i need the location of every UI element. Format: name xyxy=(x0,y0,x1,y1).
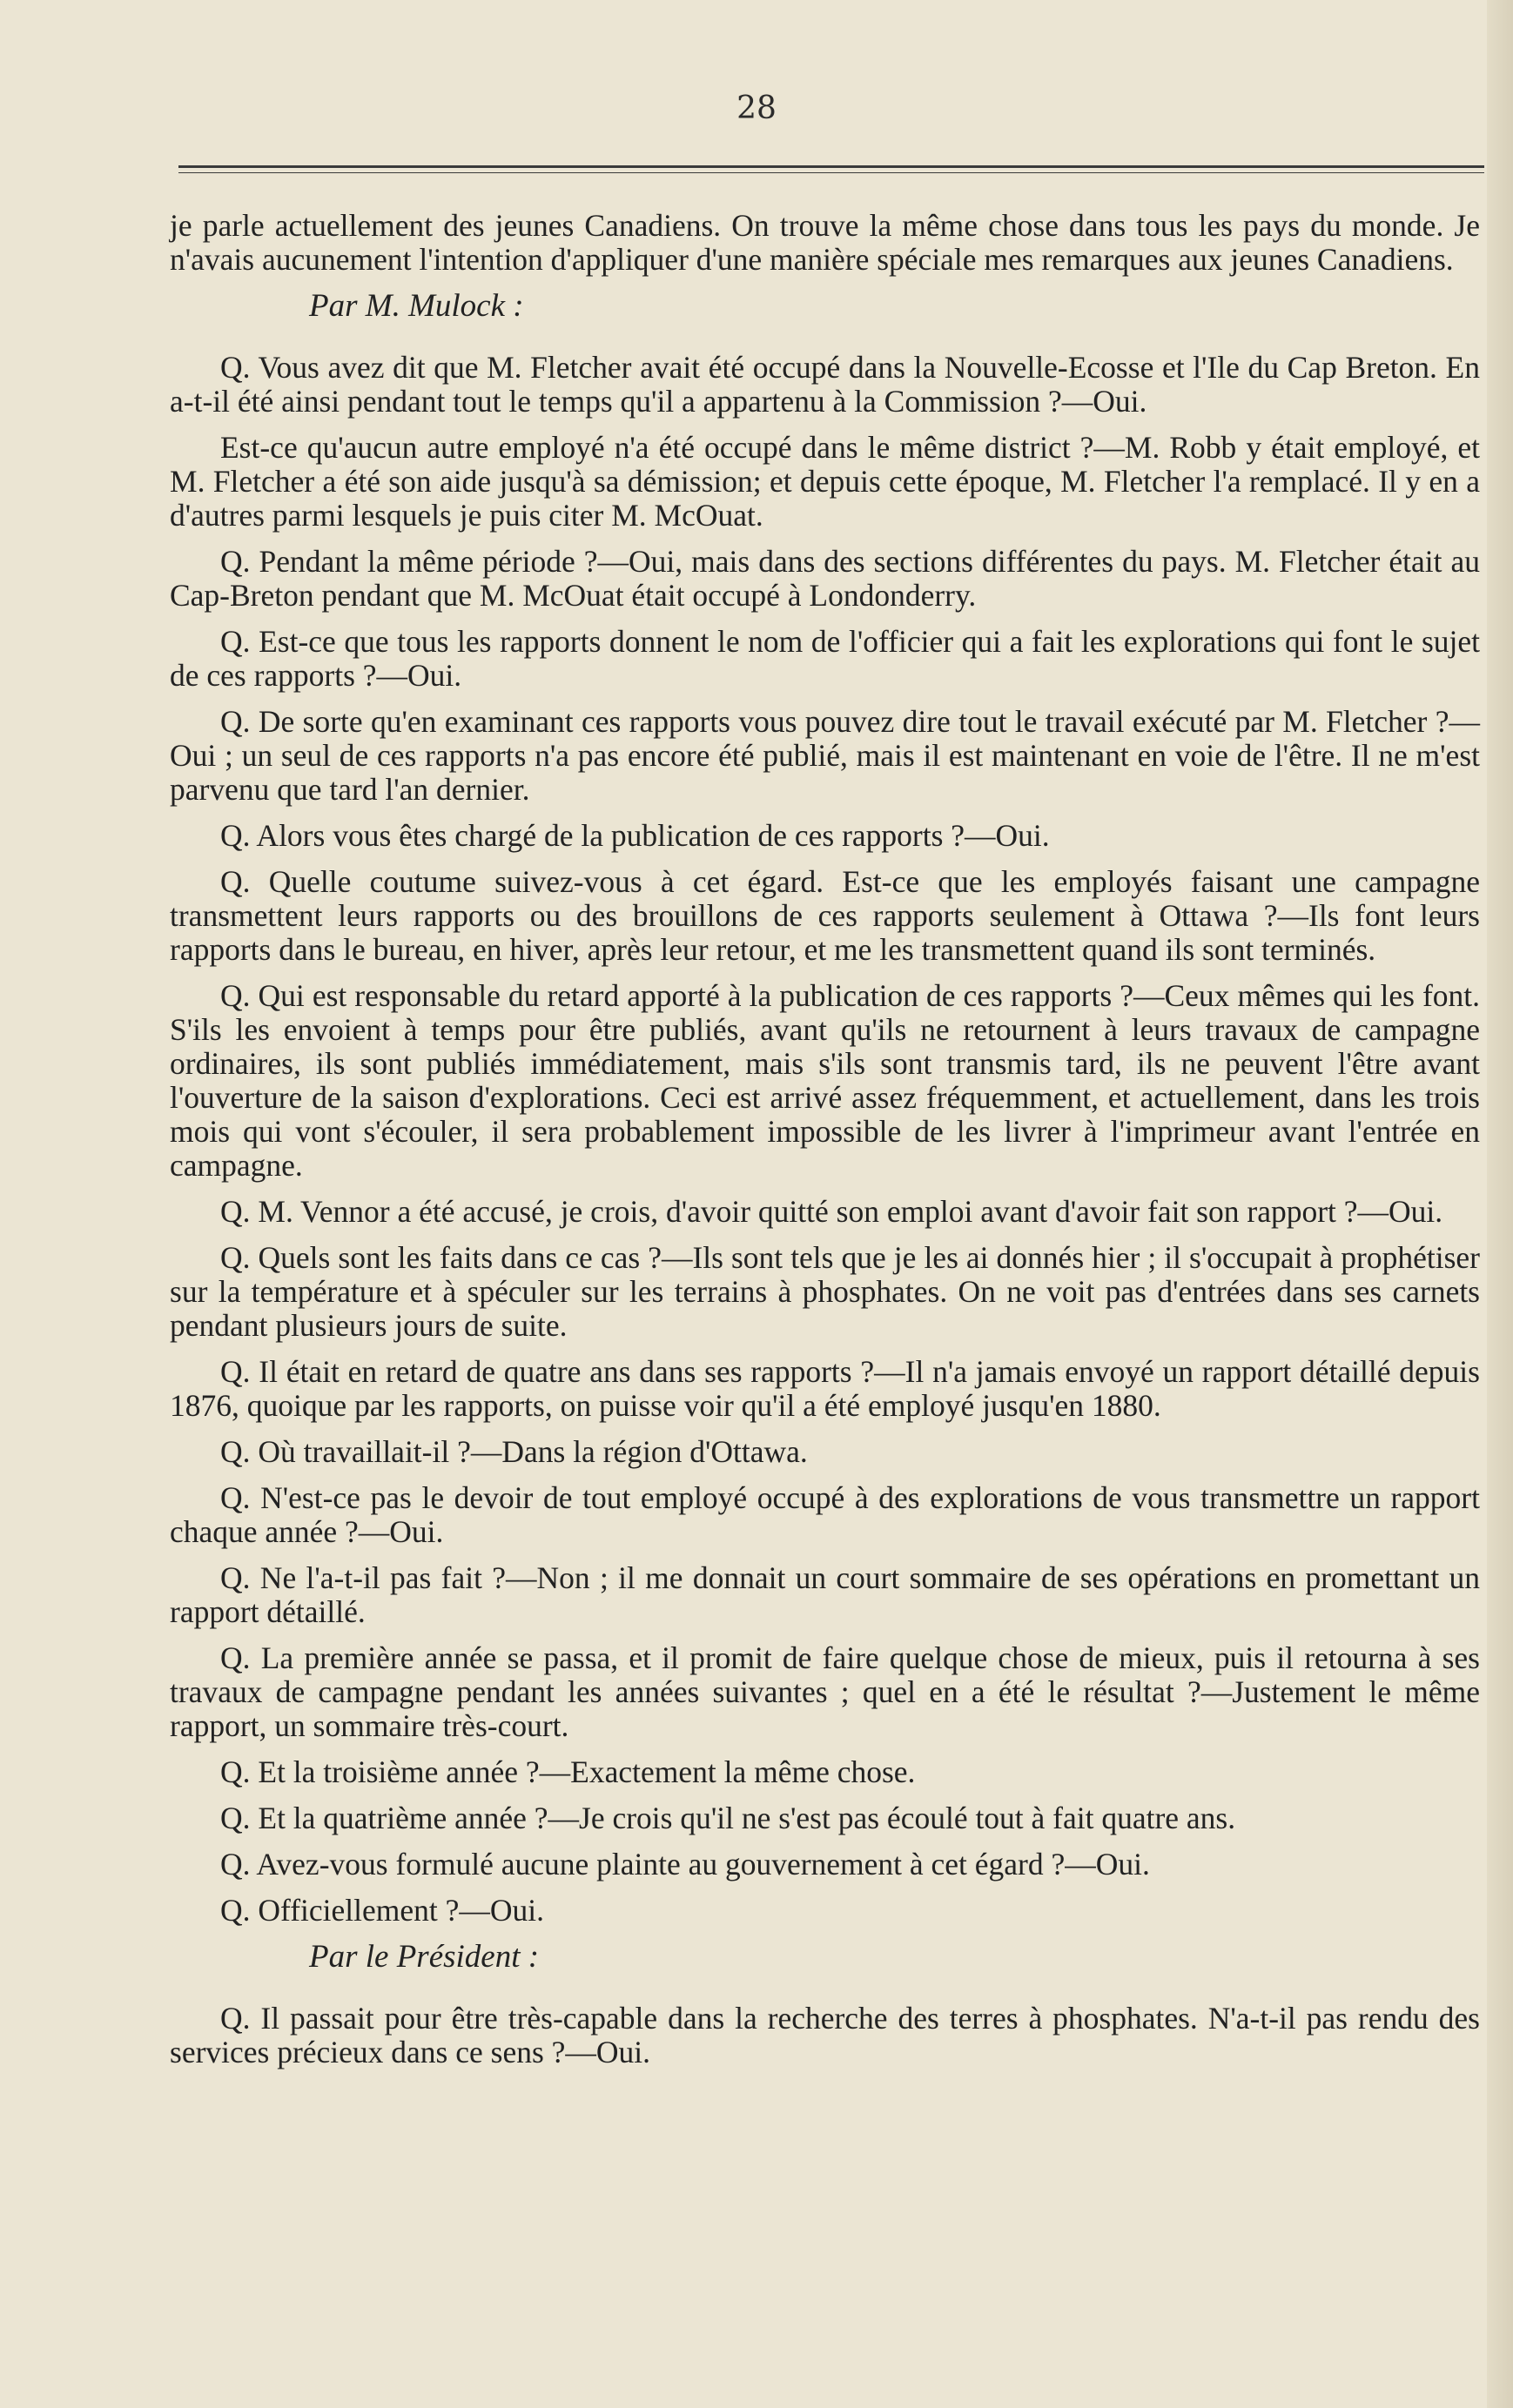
paragraph: Q. La première année se passa, et il promit de faire quelque chose de mieux, puis il retourna à ses travaux de campagne pendant les années suivantes ; quel en a été le résultat ?—Justement le même rapport, un sommaire très-court. xyxy=(170,1640,1480,1743)
paragraph: Q. Officiellement ?—Oui. xyxy=(220,1893,544,1928)
paragraph: Q. Et la troisième année ?—Exactement la même chose. xyxy=(220,1754,916,1789)
paragraph: Q. N'est-ce pas le devoir de tout employé occupé à des explorations de vous transmettre un rapport chaque année ?—Oui. xyxy=(170,1480,1480,1549)
page-number: 28 xyxy=(736,91,777,126)
paragraph: Q. Est-ce que tous les rapports donnent le nom de l'officier qui a fait les explorations qui font le sujet de ces rapports ?—Oui. xyxy=(170,624,1480,693)
paragraph: Q. Vous avez dit que M. Fletcher avait été occupé dans la Nouvelle-Ecosse et l'Ile du Cap Breton. En a-t-il été ainsi pendant tout le temps qu'il a appartenu à la Commission ?—Oui. xyxy=(170,350,1480,419)
speaker-heading-president: Par le Président : xyxy=(309,1939,540,1975)
paragraph: Q. Qui est responsable du retard apporté à la publication de ces rapports ?—Ceux mêmes qui les font. S'ils les envoient à temps pour être publiés, avant qu'ils ne retournent à leurs travaux de campagne ordinaires, ils sont publiés immédiatement, mais s'ils sont transmis tard, ils ne peuvent l'être avant l'ouverture de la saison d'explorations. Ceci est arrivé assez fréquemment, et actuellement, dans les trois mois qui vont s'écouler, il sera probablement impossible de les livrer à l'imprimeur avant l'entrée en campagne. xyxy=(170,978,1480,1183)
header-rule-thin xyxy=(178,172,1484,173)
header-rule xyxy=(178,165,1484,168)
speaker-heading-mulock: Par M. Mulock : xyxy=(309,288,524,324)
paragraph: Q. Où travaillait-il ?—Dans la région d'Ottawa. xyxy=(220,1434,808,1469)
paragraph: Q. Quels sont les faits dans ce cas ?—Ils sont tels que je les ai donnés hier ; il s'occupait à prophétiser sur la température et à spéculer sur les terrains à phosphates. On ne voit pas d'entrées dans ses carnets pendant plusieurs jours de suite. xyxy=(170,1240,1480,1343)
page-edge-shadow xyxy=(1487,0,1513,2408)
paragraph: Q. Avez-vous formulé aucune plainte au gouvernement à cet égard ?—Oui. xyxy=(220,1847,1150,1881)
paragraph: Q. Il passait pour être très-capable dans la recherche des terres à phosphates. N'a-t-il pas rendu des services précieux dans ce sens ?—Oui. xyxy=(170,2001,1480,2069)
paragraph: Q. Quelle coutume suivez-vous à cet égard. Est-ce que les employés faisant une campagne transmettent leurs rapports ou des brouillons de ces rapports seulement à Ottawa ?—Ils font leurs rapports dans le bureau, en hiver, après leur retour, et me les transmettent quand ils sont terminés. xyxy=(170,864,1480,967)
paragraph: Q. Alors vous êtes chargé de la publication de ces rapports ?—Oui. xyxy=(220,818,1050,853)
paragraph: Q. Et la quatrième année ?—Je crois qu'il ne s'est pas écoulé tout à fait quatre ans. xyxy=(220,1801,1236,1835)
paragraph: Q. Pendant la même période ?—Oui, mais dans des sections différentes du pays. M. Fletcher était au Cap-Breton pendant que M. McOuat était occupé à Londonderry. xyxy=(170,544,1480,613)
paragraph: Est-ce qu'aucun autre employé n'a été occupé dans le même district ?—M. Robb y était employé, et M. Fletcher a été son aide jusqu'à sa démission; et depuis cette époque, M. Fletcher l'a remplacé. Il y en a d'autres parmi lesquels je puis citer M. McOuat. xyxy=(170,430,1480,533)
paragraph: Q. De sorte qu'en examinant ces rapports vous pouvez dire tout le travail exécuté par M. Fletcher ?—Oui ; un seul de ces rapports n'a pas encore été publié, mais il est maintenant en voie de l'être. Il ne m'est parvenu que tard l'an dernier. xyxy=(170,704,1480,807)
body-text xyxy=(170,209,1480,2082)
paragraph: Q. M. Vennor a été accusé, je crois, d'avoir quitté son emploi avant d'avoir fait son rapport ?—Oui. xyxy=(220,1194,1443,1229)
paragraph: Q. Il était en retard de quatre ans dans ses rapports ?—Il n'a jamais envoyé un rapport détaillé depuis 1876, quoique par les rapports, on puisse voir qu'il a été employé jusqu'en 1880. xyxy=(170,1354,1480,1423)
paragraph-continuation: je parle actuellement des jeunes Canadiens. On trouve la même chose dans tous les pays du monde. Je n'avais aucunement l'intention d'appliquer d'une manière spéciale mes remarques aux jeunes Canadiens. xyxy=(170,208,1480,277)
paragraph: Q. Ne l'a-t-il pas fait ?—Non ; il me donnait un court sommaire de ses opérations en promettant un rapport détaillé. xyxy=(170,1560,1480,1629)
